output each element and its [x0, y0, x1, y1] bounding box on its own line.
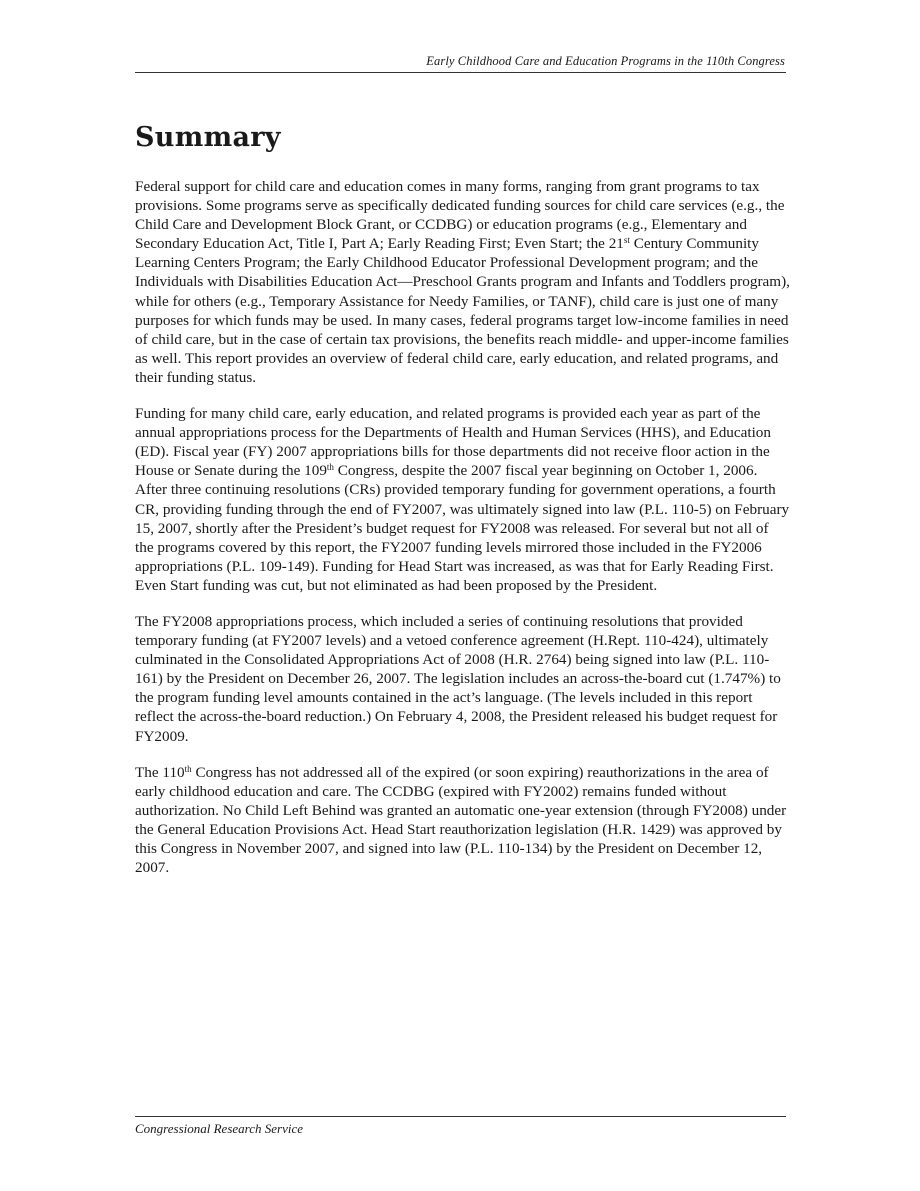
ordinal-superscript: th: [326, 462, 334, 473]
paragraph-2-text-b: Congress, despite the 2007 fiscal year beginning on October 1, 2006. After three continuing resolutions (CRs) provided temporary funding for government operations, a fourth CR, providing funding through the end of FY2007, was ultimately signed into law (P.L. 110-5) on February 15, 2007, shortly after the President’s budget request for FY2008 was released. For several but not all of the programs covered by this report, the FY2007 funding levels mirrored those included in the FY2006 appropriations (P.L. 109-149). Funding for Head Start was increased, as was that for Early Reading First. Even Start funding was cut, but not eliminated as had been proposed by the President.: [135, 462, 790, 594]
paragraph-4: [135, 763, 790, 878]
paragraph-3: [135, 612, 790, 746]
paragraph-2-text-a: Funding for many child care, early education, and related programs is provided each year as part of the annual appropriations process for the Departments of Health and Human Services (HHS), and Education (ED). Fiscal year (FY) 2007 appropriations bills for those departments did not receive floor action in the House or Senate during the 109: [135, 405, 771, 480]
page-footer: Congressional Research Service: [135, 1121, 303, 1136]
paragraph-1: [135, 177, 790, 387]
paragraph-2: [135, 404, 790, 595]
paragraph-4-text-b: Congress has not addressed all of the expired (or soon expiring) reauthorizations in the area of early childhood education and care. The CCDBG (expired with FY2002) remains funded without authorization. No Child Left Behind was granted an automatic one-year extension (through FY2008) under the General Education Provisions Act. Head Start reauthorization legislation (H.R. 1429) was approved by this Congress in November 2007, and signed into law (P.L. 110-134) by the President on December 12, 2007.: [135, 763, 787, 877]
paragraph-1-text-b: Century Community Learning Centers Program; the Early Childhood Educator Professional Development program; and the Individuals with Disabilities Education Act—Preschool Grants program and Infants and Toddlers program), while for others (e.g., Temporary Assistance for Needy Families, or TANF), child care is just one of many purposes for which funds may be used. In many cases, federal programs target low-income families in need of child care, but in the case of certain tax provisions, the benefits reach middle- and upper-income families as well. This report provides an overview of federal child care, early education, and related programs, and their funding status.: [135, 235, 790, 386]
running-header: Early Childhood Care and Education Programs in the 110th Congress: [426, 54, 785, 68]
paragraph-3-text: The FY2008 appropriations process, which included a series of continuing resolutions that provided temporary funding (at FY2007 levels) and a vetoed conference agreement (H.Rept. 110-424), ultimately culminated in the Consolidated Appropriations Act of 2008 (H.R. 2764) being signed into law (P.L. 110-161) by the President on December 26, 2007. The legislation includes an across-the-board cut (1.747%) to the program funding level amounts contained in the act’s language. (The levels included in this report reflect the across-the-board reduction.) On February 4, 2008, the President released his budget request for FY2009.: [135, 612, 781, 745]
ordinal-superscript: th: [184, 763, 192, 774]
paragraph-1-text-a: Federal support for child care and education comes in many forms, ranging from grant programs to tax provisions. Some programs serve as specifically dedicated funding sources for child care services (e.g., the Child Care and Development Block Grant, or CCDBG) or education programs (e.g., Elementary and Secondary Education Act, Title I, Part A; Early Reading First; Even Start; the 21: [135, 178, 785, 253]
footer-rule: [135, 1116, 786, 1117]
header-rule: [135, 72, 786, 73]
page-heading: Summary: [135, 122, 281, 153]
summary-body: [135, 177, 790, 894]
paragraph-4-text-a: The 110: [135, 763, 185, 781]
ordinal-superscript: st: [623, 235, 630, 246]
